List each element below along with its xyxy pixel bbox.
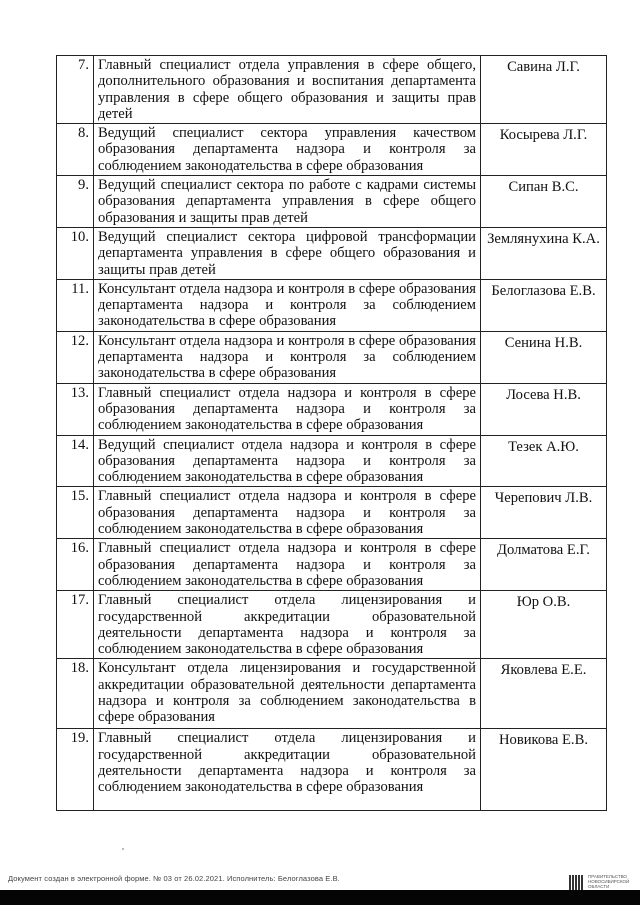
row-number: 14. [57,435,94,487]
table-row [57,729,607,811]
employee-name: Сенина Н.В. [481,331,607,383]
position-description: Консультант отдела надзора и контроля в сфере образования департамента надзора и контроля за соблюдением законодательства в сфере образования [94,279,481,331]
position-description: Главный специалист отдела надзора и контроля в сфере образования департамента надзора и контроля за соблюдением законодательства в сфере образования [94,487,481,539]
position-description: Консультант отдела лицензирования и государственной аккредитации образовательной деятельности департамента надзора и контроля за соблюдением законодательства в сфере образования [94,659,481,729]
row-number: 16. [57,539,94,591]
row-number: 9. [57,176,94,228]
table-row [57,435,607,487]
position-description: Ведущий специалист сектора цифровой трансформации департамента управления в сфере общего образования и защиты прав детей [94,227,481,279]
position-description: Главный специалист отдела лицензирования и государственной аккредитации образовательной деятельности департамента надзора и контроля за соблюдением законодательства в сфере образования [94,729,481,811]
employee-name: Юр О.В. [481,591,607,659]
employee-name: Землянухина К.А. [481,227,607,279]
scan-artifact [122,848,124,850]
position-description: Главный специалист отдела управления в сфере общего, дополнительного образования и воспитания департамента управления в сфере общего образования и защиты прав детей [94,56,481,124]
row-number: 12. [57,331,94,383]
position-description: Ведущий специалист сектора управления качеством образования департамента надзора и контроля за соблюдением законодательства в сфере образования [94,124,481,176]
row-number: 15. [57,487,94,539]
row-number: 18. [57,659,94,729]
employee-name: Черепович Л.В. [481,487,607,539]
position-description: Главный специалист отдела надзора и контроля в сфере образования департамента надзора и контроля за соблюдением законодательства в сфере образования [94,539,481,591]
employee-name: Белоглазова Е.В. [481,279,607,331]
staff-table [56,55,607,811]
table-row [57,331,607,383]
employee-name: Долматова Е.Г. [481,539,607,591]
table-row [57,176,607,228]
document-footer [0,872,640,905]
table-row [57,56,607,124]
employee-name: Савина Л.Г. [481,56,607,124]
row-number: 11. [57,279,94,331]
position-description: Ведущий специалист сектора по работе с кадрами системы образования департамента управления в сфере общего образования и защиты прав детей [94,176,481,228]
employee-name: Яковлева Е.Е. [481,659,607,729]
table-row [57,591,607,659]
row-number: 19. [57,729,94,811]
table-row [57,227,607,279]
footer-text: Документ создан в электронной форме. № 03 от 26.02.2021. Исполнитель: Белоглазова Е.В. [8,874,340,883]
row-number: 13. [57,383,94,435]
barcode-icon [569,875,584,890]
position-description: Главный специалист отдела надзора и контроля в сфере образования департамента надзора и контроля за соблюдением законодательства в сфере образования [94,383,481,435]
row-number: 10. [57,227,94,279]
position-description: Консультант отдела надзора и контроля в сфере образования департамента надзора и контроля за соблюдением законодательства в сфере образования [94,331,481,383]
position-description: Главный специалист отдела лицензирования и государственной аккредитации образовательной деятельности департамента надзора и контроля за соблюдением законодательства в сфере образования [94,591,481,659]
table-row [57,124,607,176]
employee-name: Сипан В.С. [481,176,607,228]
table-row [57,659,607,729]
employee-name: Косырева Л.Г. [481,124,607,176]
employee-name: Лосева Н.В. [481,383,607,435]
table-row [57,539,607,591]
position-description: Ведущий специалист отдела надзора и контроля в сфере образования департамента надзора и контроля за соблюдением законодательства в сфере образования [94,435,481,487]
row-number: 8. [57,124,94,176]
seal-text: ПРАВИТЕЛЬСТВО НОВОСИБИРСКОЙ ОБЛАСТИ [588,874,630,889]
table-row [57,383,607,435]
footer-bar [0,890,640,905]
table-row [57,487,607,539]
employee-name: Новикова Е.В. [481,729,607,811]
row-number: 17. [57,591,94,659]
employee-name: Тезек А.Ю. [481,435,607,487]
table-row [57,279,607,331]
row-number: 7. [57,56,94,124]
